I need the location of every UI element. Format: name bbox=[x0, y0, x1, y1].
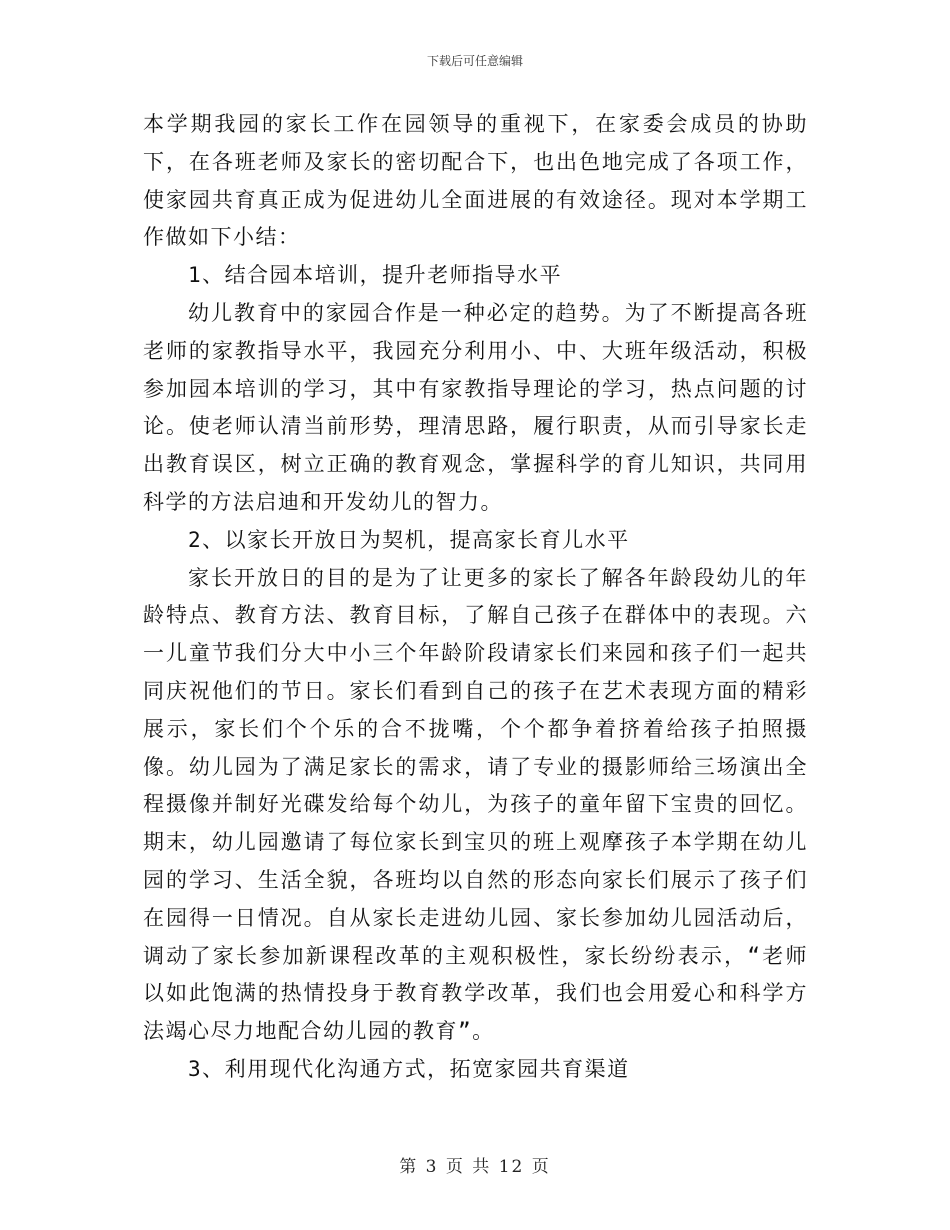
section-body-2: 家长开放日的目的是为了让更多的家长了解各年龄段幼儿的年龄特点、教育方法、教育目标，了解自己孩子在群体中的表现。六一儿童节我们分大中小三个年龄阶段请家长们来园和孩子们一起共同庆祝他们的节日。家长们看到自己的孩子在艺术表现方面的精彩展示，家长们个个乐的合不拢嘴，个个都争着挤着给孩子拍照摄像。幼儿园为了满足家长的需求，请了专业的摄影师给三场演出全程摄像并制好光碟发给每个幼儿，为孩子的童年留下宝贵的回忆。期末，幼儿园邀请了每位家长到宝贝的班上观摩孩子本学期在幼儿园的学习、生活全貌，各班均以自然的形态向家长们展示了孩子们在园得一日情况。自从家长走进幼儿园、家长参加幼儿园活动后，调动了家长参加新课程改革的主观积极性，家长纷纷表示，“老师以如此饱满的热情投身于教育教学改革，我们也会用爱心和科学方法竭心尽力地配合幼儿园的教育”。 bbox=[143, 565, 808, 1044]
section-heading-2: 2、以家长开放日为契机，提高家长育儿水平 bbox=[188, 527, 630, 552]
page-number: 第 3 页 共 12 页 bbox=[399, 1157, 551, 1177]
section-body-1: 幼儿教育中的家园合作是一种必定的趋势。为了不断提高各班老师的家教指导水平，我园充分利用小、中、大班年级活动，积极参加园本培训的学习，其中有家教指导理论的学习，热点问题的讨论。使老师认清当前形势，理清思路，履行职责，从而引导家长走出教育误区，树立正确的教育观念，掌握科学的育儿知识，共同用科学的方法启迪和开发幼儿的智力。 bbox=[143, 300, 808, 514]
document-body bbox=[143, 106, 808, 1089]
section-heading-1: 1、结合园本培训，提升老师指导水平 bbox=[188, 263, 563, 288]
intro-paragraph: 本学期我园的家长工作在园领导的重视下，在家委会成员的协助下，在各班老师及家长的密切配合下，也出色地完成了各项工作，使家园共育真正成为促进幼儿全面进展的有效途径。现对本学期工作做如下小结： bbox=[143, 112, 808, 250]
section-heading-3: 3、利用现代化沟通方式，拓宽家园共育渠道 bbox=[188, 1056, 630, 1081]
header-note: 下载后可任意编辑 bbox=[426, 54, 523, 68]
